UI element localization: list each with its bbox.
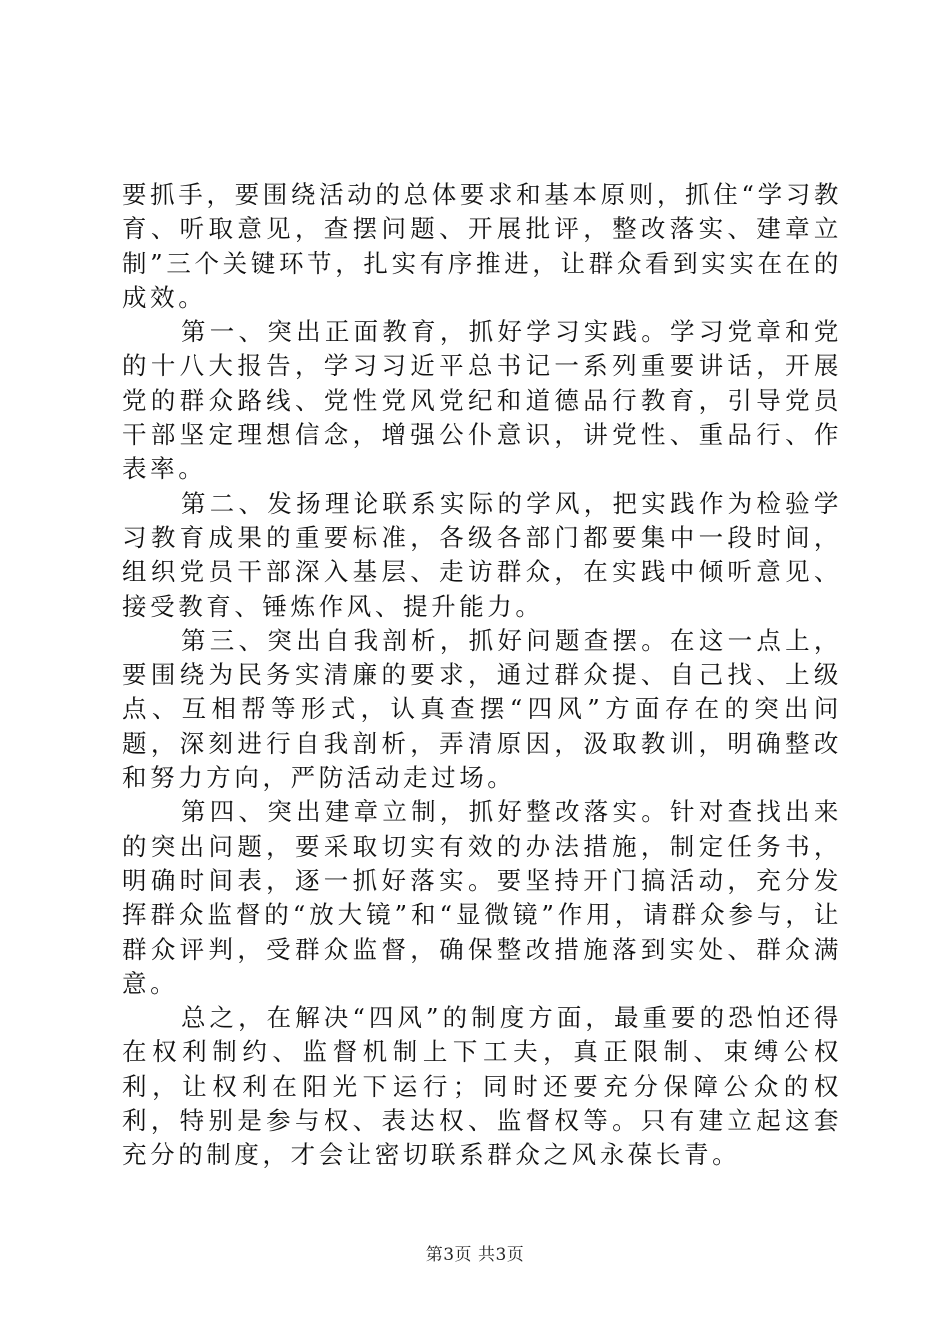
page-footer (0, 1243, 950, 1267)
document-body (122, 178, 842, 1173)
page-number-label: 第3页 共3页 (425, 1245, 525, 1265)
paragraph-fourth-point: 第四、突出建章立制，抓好整改落实。针对查找出来的突出问题，要采取切实有效的办法措施，制定任务书，明确时间表，逐一抓好落实。要坚持开门搞活动，充分发挥群众监督的“放大镜”和“显微镜”作用，请群众参与，让群众评判，受群众监督，确保整改措施落到实处、群众满意。 (122, 797, 842, 998)
paragraph-continuation: 要抓手，要围绕活动的总体要求和基本原则，抓住“学习教育、听取意见，查摆问题、开展批评，整改落实、建章立制”三个关键环节，扎实有序推进，让群众看到实实在在的成效。 (122, 180, 842, 312)
paragraph-second-point: 第二、发扬理论联系实际的学风，把实践作为检验学习教育成果的重要标准，各级各部门都要集中一段时间，组织党员干部深入基层、走访群众，在实践中倾听意见、接受教育、锤炼作风、提升能力。 (122, 488, 842, 621)
paragraph-conclusion: 总之，在解决“四风”的制度方面，最重要的恐怕还得在权利制约、监督机制上下工夫，真正限制、束缚公权利，让权利在阳光下运行；同时还要充分保障公众的权利，特别是参与权、表达权、监督权等。只有建立起这套充分的制度，才会让密切联系群众之风永葆长青。 (122, 1003, 842, 1170)
paragraph-first-point: 第一、突出正面教育，抓好学习实践。学习党章和党的十八大报告，学习习近平总书记一系列重要讲话，开展党的群众路线、党性党风党纪和道德品行教育，引导党员干部坚定理想信念，增强公仆意识，讲党性、重品行、作表率。 (122, 317, 842, 484)
paragraph-third-point: 第三、突出自我剖析，抓好问题查摆。在这一点上，要围绕为民务实清廉的要求，通过群众提、自己找、上级点、互相帮等形式，认真查摆“四风”方面存在的突出问题，深刻进行自我剖析，弄清原因，汲取教训，明确整改和努力方向，严防活动走过场。 (122, 625, 842, 793)
